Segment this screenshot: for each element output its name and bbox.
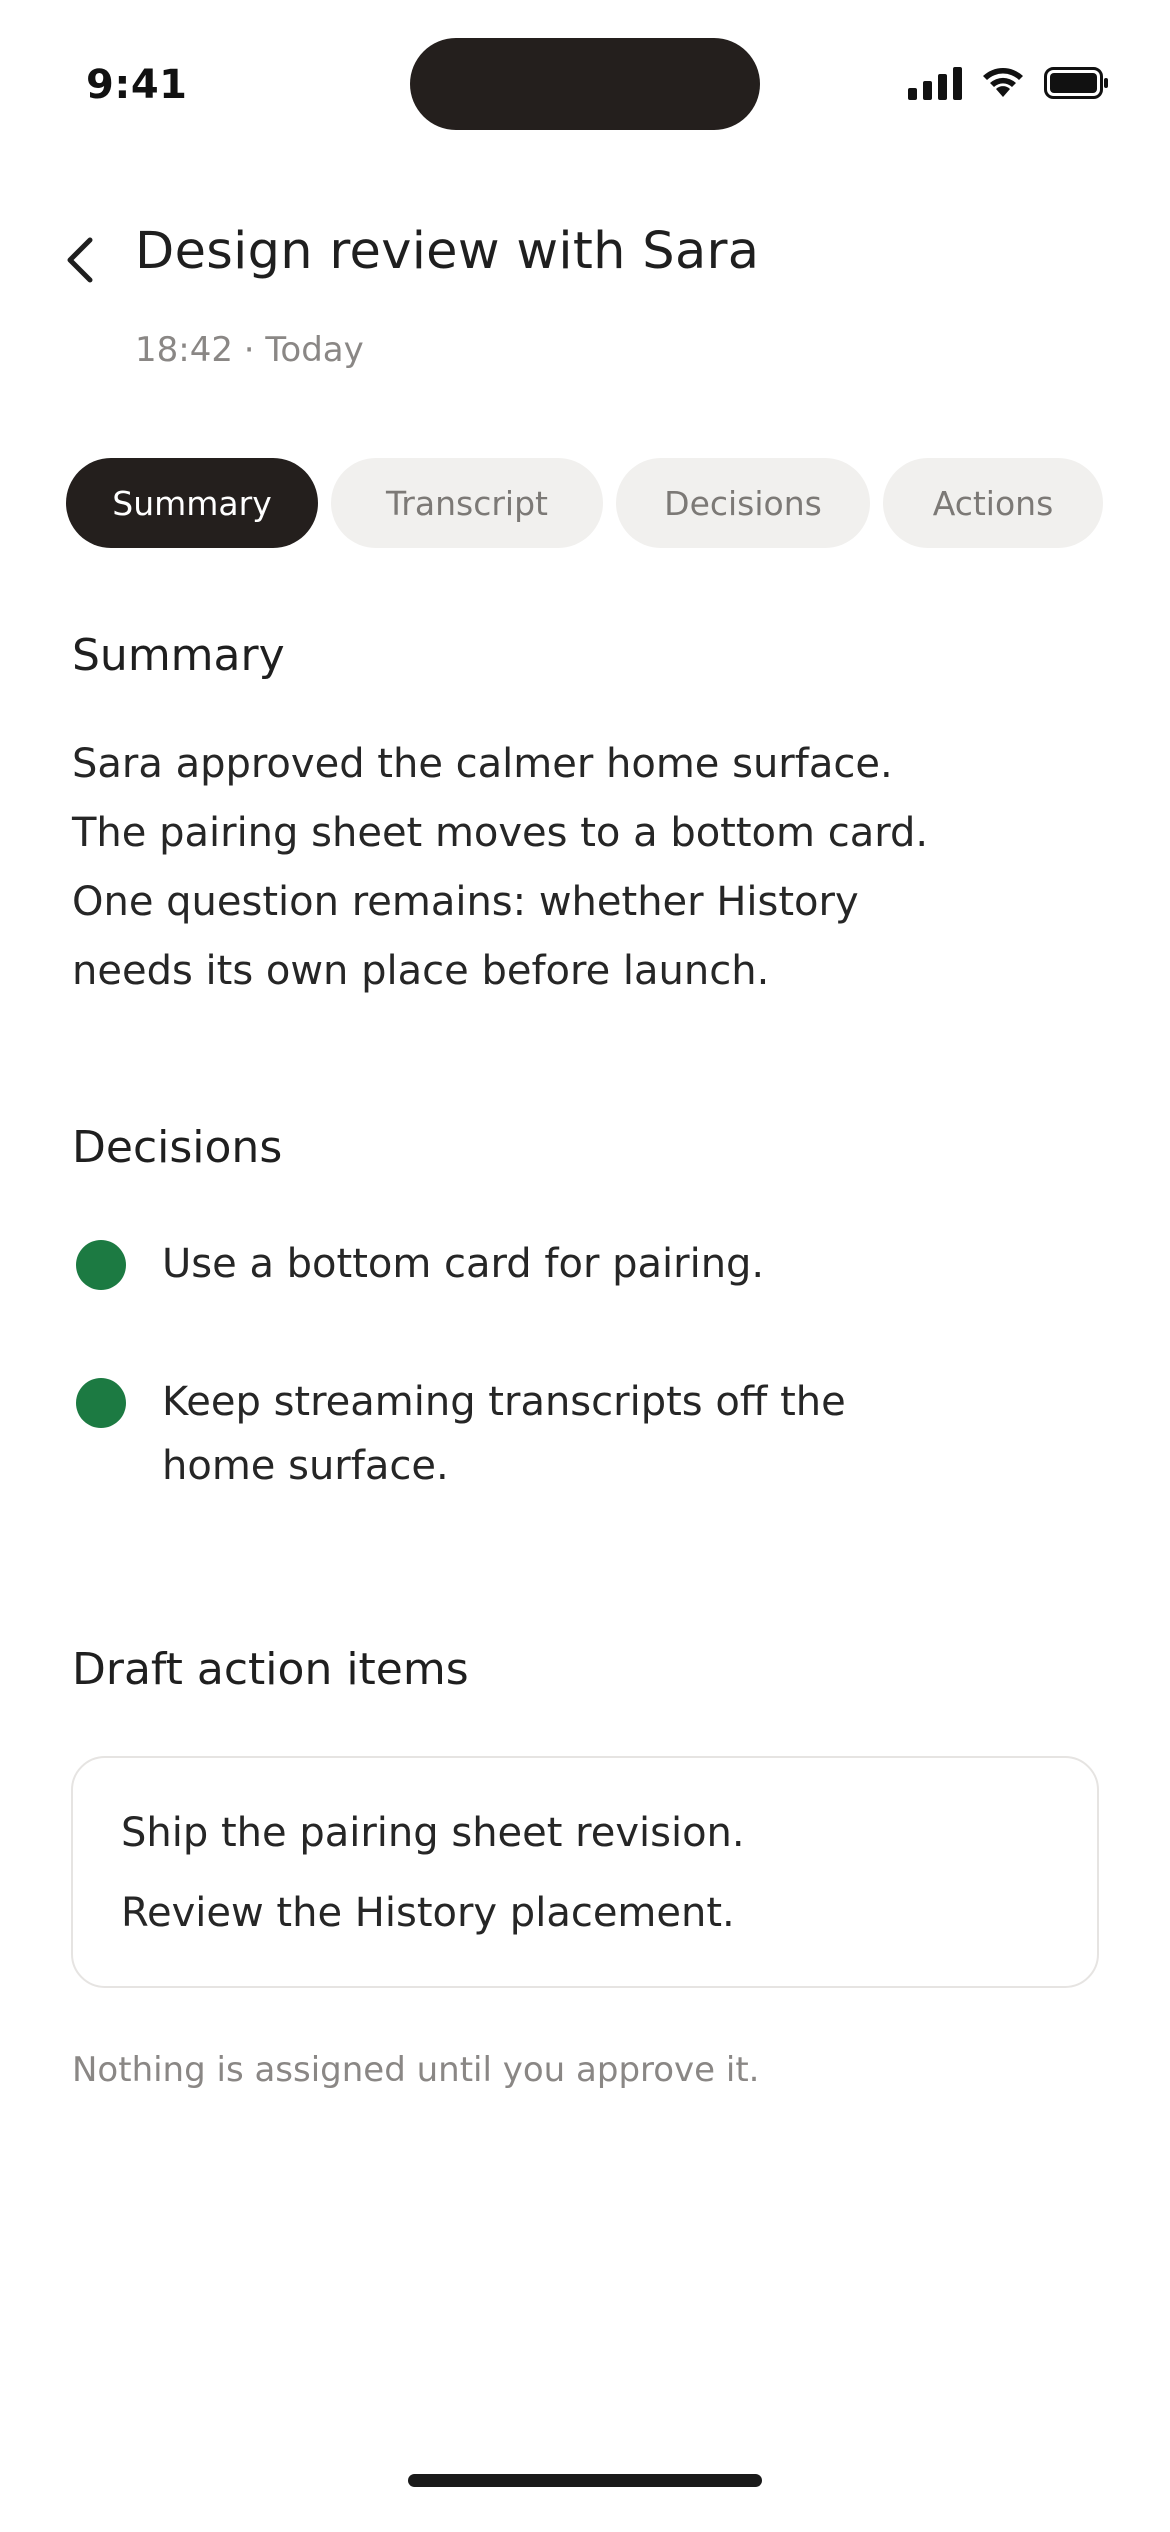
decision-status-dot xyxy=(76,1240,126,1290)
summary-heading: Summary xyxy=(72,630,285,681)
approval-note: Nothing is assigned until you approve it. xyxy=(72,2050,760,2090)
meeting-time: 18:42 · Today xyxy=(135,330,364,370)
back-button[interactable] xyxy=(54,228,110,288)
tab-actions[interactable]: Actions xyxy=(883,458,1103,548)
tab-transcript[interactable]: Transcript xyxy=(331,458,603,548)
status-time: 9:41 xyxy=(86,62,188,108)
action-item[interactable]: Ship the pairing sheet revision. xyxy=(121,1810,745,1856)
decision-text xyxy=(162,1370,846,1498)
dynamic-island xyxy=(410,38,760,130)
decision-status-dot xyxy=(76,1378,126,1428)
wifi-icon xyxy=(980,66,1026,100)
home-indicator[interactable] xyxy=(408,2474,762,2487)
decision-line: Use a bottom card for pairing. xyxy=(162,1241,765,1287)
cellular-signal-icon xyxy=(908,66,962,100)
battery-icon xyxy=(1044,66,1110,100)
decision-line: home surface. xyxy=(162,1443,449,1489)
decision-line: Keep streaming transcripts off the xyxy=(162,1379,846,1425)
tab-summary[interactable]: Summary xyxy=(66,458,318,548)
summary-text xyxy=(72,730,1082,1006)
header xyxy=(0,200,1170,380)
summary-line: The pairing sheet moves to a bottom card. xyxy=(72,810,929,856)
tab-bar xyxy=(66,458,1103,548)
action-items-heading: Draft action items xyxy=(72,1644,469,1695)
action-items-card xyxy=(71,1756,1099,1988)
page-title: Design review with Sara xyxy=(135,222,760,281)
decisions-heading: Decisions xyxy=(72,1122,283,1173)
status-icons xyxy=(908,66,1110,100)
summary-line: One question remains: whether History xyxy=(72,879,859,925)
summary-line: Sara approved the calmer home surface. xyxy=(72,741,893,787)
tab-decisions[interactable]: Decisions xyxy=(616,458,870,548)
action-item[interactable]: Review the History placement. xyxy=(121,1890,735,1936)
status-bar xyxy=(0,0,1170,170)
chevron-left-icon xyxy=(54,228,110,288)
summary-line: needs its own place before launch. xyxy=(72,948,770,994)
decision-text xyxy=(162,1232,764,1296)
